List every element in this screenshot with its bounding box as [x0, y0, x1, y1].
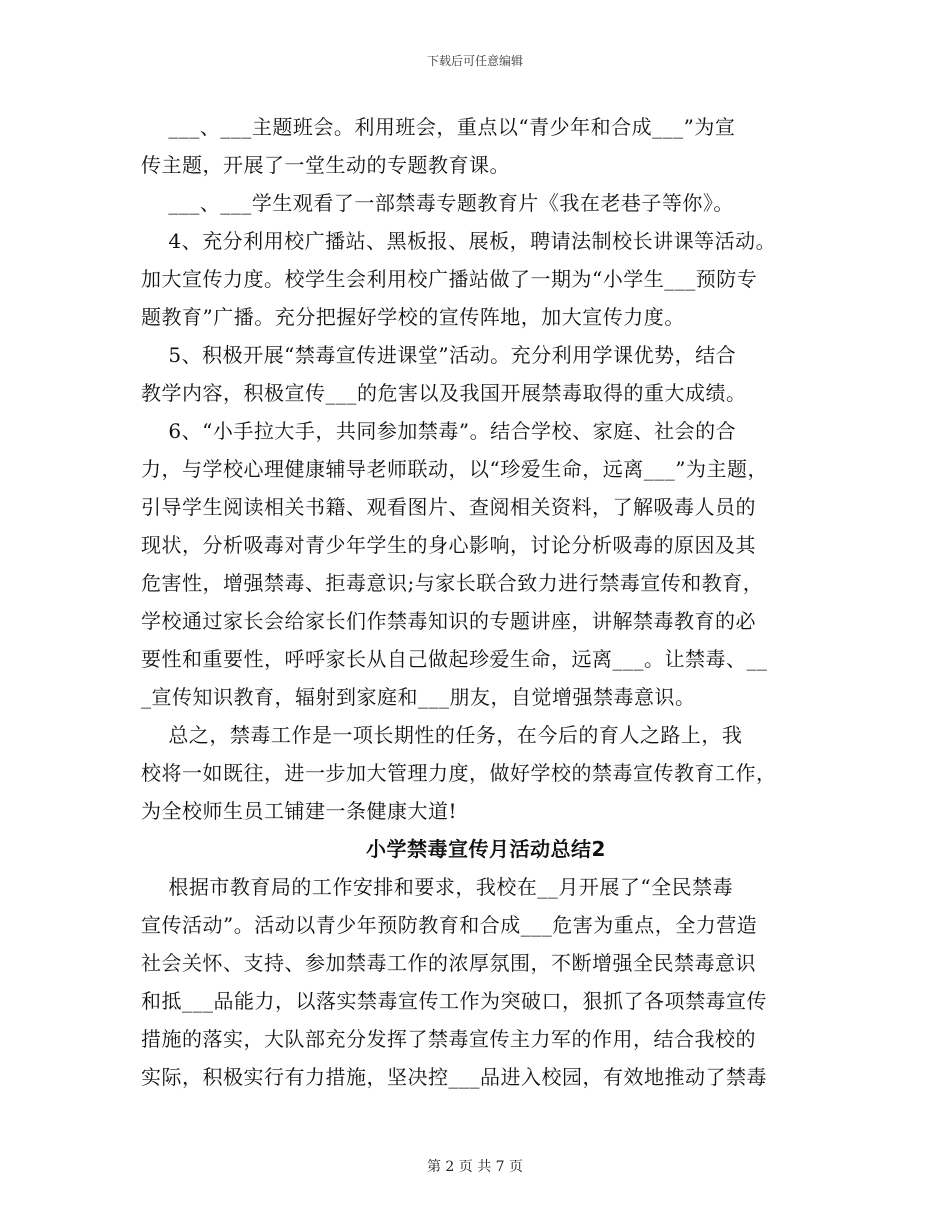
- paragraph-line: 根据市教育局的工作安排和要求，我校在__月开展了“全民禁毒: [141, 875, 734, 899]
- paragraph-line: ___、___主题班会。利用班会，重点以“青少年和合成___”为宣: [141, 115, 736, 139]
- page-footer: 第 2 页 共 7 页: [426, 1159, 524, 1175]
- paragraph-line: 实际，积极实行有力措施，坚决控___品进入校园，有效地推动了禁毒: [141, 1065, 767, 1089]
- paragraph-line: 引导学生阅读相关书籍、观看图片、查阅相关资料，了解吸毒人员的: [141, 495, 756, 519]
- paragraph-line: 5、积极开展“禁毒宣传进课堂”活动。充分利用学课优势，结合: [141, 343, 737, 367]
- paragraph-line: 为全校师生员工铺建一条健康大道!: [141, 799, 458, 823]
- paragraph-line: 现状，分析吸毒对青少年学生的身心影响，讨论分析吸毒的原因及其: [141, 533, 756, 557]
- paragraph-line: 总之，禁毒工作是一项长期性的任务，在今后的育人之路上，我: [141, 723, 743, 747]
- paragraph-line: ___、___学生观看了一部禁毒专题教育片《我在老巷子等你》。: [141, 191, 734, 215]
- paragraph-line: 危害性，增强禁毒、拒毒意识;与家长联合致力进行禁毒宣传和教育，: [141, 571, 764, 595]
- paragraph-line: _宣传知识教育，辐射到家庭和___朋友，自觉增强禁毒意识。: [141, 685, 696, 709]
- paragraph-line: 6、“小手拉大手，共同参加禁毒”。结合学校、家庭、社会的合: [141, 419, 737, 443]
- section-title: 小学禁毒宣传月活动总结2: [366, 837, 606, 861]
- paragraph-line: 题教育”广播。充分把握好学校的宣传阵地，加大宣传力度。: [141, 305, 685, 329]
- document-body: [141, 108, 811, 1096]
- paragraph-line: 加大宣传力度。校学生会利用校广播站做了一期为“小学生___预防专: [141, 267, 758, 291]
- paragraph-line: 社会关怀、支持、参加禁毒工作的浓厚氛围，不断增强全民禁毒意识: [141, 951, 756, 975]
- paragraph-line: 宣传活动”。活动以青少年预防教育和合成___危害为重点，全力营造: [141, 913, 758, 937]
- paragraph-line: 4、充分利用校广播站、黑板报、展板，聘请法制校长讲课等活动。: [141, 229, 777, 253]
- paragraph-line: 和抵___品能力，以落实禁毒宣传工作为突破口，狠抓了各项禁毒宣传: [141, 989, 767, 1013]
- paragraph-line: 学校通过家长会给家长们作禁毒知识的专题讲座，讲解禁毒教育的必: [141, 609, 756, 633]
- page-header: 下载后可任意编辑: [426, 54, 523, 68]
- paragraph-line: 要性和重要性，呼呼家长从自己做起珍爱生命，远离___。让禁毒、__: [141, 647, 768, 671]
- paragraph-line: 教学内容，积极宣传___的危害以及我国开展禁毒取得的重大成绩。: [141, 381, 747, 405]
- paragraph-line: 力，与学校心理健康辅导老师联动，以“珍爱生命，远离___”为主题，: [141, 457, 768, 481]
- paragraph-line: 传主题，开展了一堂生动的专题教育课。: [141, 153, 510, 177]
- paragraph-line: 措施的落实，大队部充分发挥了禁毒宣传主力军的作用，结合我校的: [141, 1027, 756, 1051]
- paragraph-line: 校将一如既往，进一步加大管理力度，做好学校的禁毒宣传教育工作，: [141, 761, 777, 785]
